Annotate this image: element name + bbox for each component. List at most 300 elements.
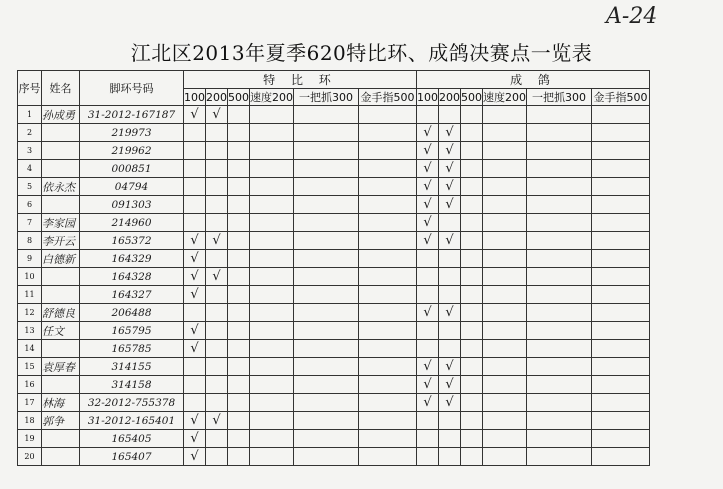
row-name: 林海	[42, 394, 80, 412]
check-cell-special-1	[184, 358, 206, 376]
check-cell-special-2	[206, 340, 228, 358]
check-cell-special-2	[206, 322, 228, 340]
check-cell-adult-5	[527, 124, 592, 142]
row-index: 7	[18, 214, 42, 232]
check-cell-special-6	[359, 196, 417, 214]
check-cell-special-5	[294, 178, 359, 196]
check-cell-special-6	[359, 124, 417, 142]
check-cell-adult-6	[592, 340, 650, 358]
row-name	[42, 430, 80, 448]
check-cell-adult-1	[417, 412, 439, 430]
check-cell-special-4	[250, 196, 294, 214]
header-group-special: 特 比 环	[184, 71, 417, 89]
check-cell-special-2	[206, 358, 228, 376]
subheader-adult-1: 100	[417, 90, 438, 104]
table-row	[18, 376, 650, 394]
check-cell-adult-2: √	[439, 232, 461, 250]
row-index: 9	[18, 250, 42, 268]
row-ring-number: 091303	[80, 196, 184, 214]
check-cell-adult-6	[592, 232, 650, 250]
check-cell-special-6	[359, 214, 417, 232]
subheader-adult-5: 一把抓300	[527, 89, 592, 106]
check-cell-special-5	[294, 268, 359, 286]
check-cell-special-6	[359, 448, 417, 466]
check-cell-adult-6	[592, 250, 650, 268]
check-cell-special-4	[250, 106, 294, 124]
table-row	[18, 430, 650, 448]
row-index: 4	[18, 160, 42, 178]
check-cell-adult-6	[592, 430, 650, 448]
table-row	[18, 358, 650, 376]
check-cell-special-1: √	[184, 430, 206, 448]
check-cell-adult-5	[527, 394, 592, 412]
check-cell-special-5	[294, 142, 359, 160]
check-cell-special-2: √	[206, 412, 228, 430]
check-cell-adult-4	[483, 412, 527, 430]
check-cell-special-5	[294, 340, 359, 358]
row-name	[42, 340, 80, 358]
check-cell-adult-6	[592, 268, 650, 286]
check-cell-adult-3	[461, 160, 483, 178]
check-cell-adult-5	[527, 448, 592, 466]
row-ring-number: 000851	[80, 160, 184, 178]
check-cell-adult-5	[527, 106, 592, 124]
table-row	[18, 322, 650, 340]
check-cell-adult-5	[527, 322, 592, 340]
subheader-adult-3: 500	[461, 90, 482, 104]
row-ring-number: 165795	[80, 322, 184, 340]
check-cell-adult-2	[439, 286, 461, 304]
check-cell-special-3	[228, 394, 250, 412]
table-row	[18, 268, 650, 286]
results-body	[18, 106, 650, 466]
check-cell-special-2	[206, 214, 228, 232]
check-cell-special-5	[294, 394, 359, 412]
header-group-adult: 成 鸽	[417, 71, 650, 89]
check-cell-adult-5	[527, 214, 592, 232]
check-cell-adult-5	[527, 196, 592, 214]
row-name: 舒德良	[42, 304, 80, 322]
row-ring-number: 206488	[80, 304, 184, 322]
check-cell-adult-1: √	[417, 376, 439, 394]
check-cell-adult-4	[483, 430, 527, 448]
row-index: 18	[18, 412, 42, 430]
check-cell-special-1	[184, 178, 206, 196]
table-row	[18, 286, 650, 304]
check-cell-adult-2: √	[439, 358, 461, 376]
check-cell-adult-5	[527, 358, 592, 376]
row-name: 郭争	[42, 412, 80, 430]
row-index: 11	[18, 286, 42, 304]
check-cell-special-1	[184, 196, 206, 214]
check-cell-adult-2	[439, 448, 461, 466]
check-cell-adult-2	[439, 412, 461, 430]
check-cell-special-6	[359, 268, 417, 286]
check-cell-special-2	[206, 394, 228, 412]
check-cell-special-4	[250, 448, 294, 466]
check-cell-special-3	[228, 214, 250, 232]
check-cell-adult-6	[592, 214, 650, 232]
check-cell-special-4	[250, 286, 294, 304]
check-cell-special-2: √	[206, 232, 228, 250]
check-cell-adult-4	[483, 394, 527, 412]
check-cell-adult-3	[461, 142, 483, 160]
row-ring-number: 04794	[80, 178, 184, 196]
check-cell-special-5	[294, 124, 359, 142]
check-cell-special-4	[250, 268, 294, 286]
check-cell-adult-1: √	[417, 394, 439, 412]
check-cell-special-6	[359, 304, 417, 322]
check-cell-adult-1: √	[417, 232, 439, 250]
table-row	[18, 178, 650, 196]
check-cell-adult-6	[592, 196, 650, 214]
check-cell-special-6	[359, 178, 417, 196]
table-row	[18, 160, 650, 178]
check-cell-special-1: √	[184, 232, 206, 250]
row-name: 李开云	[42, 232, 80, 250]
check-cell-adult-2	[439, 430, 461, 448]
check-cell-special-4	[250, 430, 294, 448]
check-cell-adult-4	[483, 286, 527, 304]
check-cell-adult-4	[483, 448, 527, 466]
check-cell-special-4	[250, 304, 294, 322]
check-cell-special-4	[250, 250, 294, 268]
check-cell-adult-4	[483, 376, 527, 394]
row-name	[42, 160, 80, 178]
row-ring-number: 214960	[80, 214, 184, 232]
row-name	[42, 376, 80, 394]
row-ring-number: 32-2012-755378	[80, 394, 184, 412]
check-cell-adult-3	[461, 232, 483, 250]
check-cell-special-2	[206, 160, 228, 178]
check-cell-adult-4	[483, 106, 527, 124]
table-row	[18, 214, 650, 232]
check-cell-special-5	[294, 250, 359, 268]
subheader-special-1: 100	[184, 90, 205, 104]
check-cell-special-1	[184, 160, 206, 178]
check-cell-adult-1: √	[417, 178, 439, 196]
subheader-special-2: 200	[206, 90, 227, 104]
check-cell-adult-4	[483, 124, 527, 142]
row-ring-number: 31-2012-167187	[80, 106, 184, 124]
check-cell-adult-2	[439, 322, 461, 340]
row-name	[42, 268, 80, 286]
check-cell-special-2: √	[206, 268, 228, 286]
check-cell-special-2	[206, 142, 228, 160]
check-cell-adult-5	[527, 376, 592, 394]
check-cell-adult-2	[439, 106, 461, 124]
table-row	[18, 448, 650, 466]
table-row	[18, 124, 650, 142]
check-cell-adult-4	[483, 358, 527, 376]
subheader-special-6: 金手指500	[359, 89, 417, 106]
check-cell-special-3	[228, 124, 250, 142]
check-cell-adult-2: √	[439, 142, 461, 160]
check-cell-special-1	[184, 124, 206, 142]
check-cell-special-4	[250, 376, 294, 394]
check-cell-adult-1: √	[417, 196, 439, 214]
check-cell-special-2	[206, 286, 228, 304]
check-cell-special-5	[294, 214, 359, 232]
check-cell-special-1: √	[184, 250, 206, 268]
row-index: 14	[18, 340, 42, 358]
check-cell-special-6	[359, 250, 417, 268]
check-cell-special-1	[184, 142, 206, 160]
check-cell-special-6	[359, 322, 417, 340]
check-cell-special-1: √	[184, 448, 206, 466]
row-name: 任文	[42, 322, 80, 340]
table-row	[18, 232, 650, 250]
check-cell-adult-3	[461, 304, 483, 322]
check-cell-adult-6	[592, 106, 650, 124]
check-cell-adult-1	[417, 106, 439, 124]
check-cell-special-5	[294, 232, 359, 250]
check-cell-special-4	[250, 142, 294, 160]
check-cell-adult-4	[483, 340, 527, 358]
row-name: 孙成勇	[42, 106, 80, 124]
row-ring-number: 314155	[80, 358, 184, 376]
check-cell-special-2	[206, 250, 228, 268]
row-index: 3	[18, 142, 42, 160]
row-name: 李家园	[42, 214, 80, 232]
row-index: 20	[18, 448, 42, 466]
check-cell-adult-3	[461, 214, 483, 232]
check-cell-adult-2	[439, 250, 461, 268]
check-cell-adult-1: √	[417, 358, 439, 376]
row-name	[42, 286, 80, 304]
check-cell-adult-6	[592, 322, 650, 340]
check-cell-adult-3	[461, 322, 483, 340]
check-cell-adult-2: √	[439, 304, 461, 322]
check-cell-adult-5	[527, 232, 592, 250]
check-cell-adult-6	[592, 358, 650, 376]
check-cell-adult-6	[592, 142, 650, 160]
check-cell-special-4	[250, 340, 294, 358]
check-cell-special-5	[294, 412, 359, 430]
subheader-adult-6: 金手指500	[592, 89, 650, 106]
check-cell-special-5	[294, 286, 359, 304]
check-cell-special-3	[228, 430, 250, 448]
row-index: 13	[18, 322, 42, 340]
check-cell-special-5	[294, 376, 359, 394]
check-cell-special-3	[228, 232, 250, 250]
check-cell-special-1: √	[184, 412, 206, 430]
check-cell-special-2	[206, 376, 228, 394]
check-cell-special-1: √	[184, 106, 206, 124]
row-index: 12	[18, 304, 42, 322]
subheader-adult-4: 速度200	[483, 89, 527, 106]
row-ring-number: 314158	[80, 376, 184, 394]
check-cell-adult-4	[483, 142, 527, 160]
header-index: 序号	[18, 71, 42, 106]
check-cell-special-2	[206, 304, 228, 322]
header-name: 姓名	[42, 71, 80, 106]
check-cell-adult-3	[461, 412, 483, 430]
check-cell-adult-3	[461, 340, 483, 358]
check-cell-adult-3	[461, 124, 483, 142]
check-cell-adult-4	[483, 304, 527, 322]
check-cell-special-6	[359, 142, 417, 160]
check-cell-adult-6	[592, 178, 650, 196]
check-cell-adult-4	[483, 214, 527, 232]
check-cell-special-3	[228, 412, 250, 430]
check-cell-special-3	[228, 376, 250, 394]
check-cell-adult-2: √	[439, 178, 461, 196]
check-cell-special-1	[184, 304, 206, 322]
check-cell-adult-3	[461, 106, 483, 124]
page-title: 江北区2013年夏季620特比环、成鸽决赛点一览表	[130, 41, 593, 65]
row-ring-number: 31-2012-165401	[80, 412, 184, 430]
header-ring: 脚环号码	[80, 71, 184, 106]
corner-tag: A-24	[606, 4, 658, 29]
check-cell-adult-5	[527, 178, 592, 196]
check-cell-adult-4	[483, 268, 527, 286]
check-cell-adult-2: √	[439, 124, 461, 142]
table-row	[18, 340, 650, 358]
check-cell-special-4	[250, 394, 294, 412]
table-row	[18, 412, 650, 430]
check-cell-adult-5	[527, 142, 592, 160]
subheader-special-4: 速度200	[250, 89, 294, 106]
check-cell-special-1: √	[184, 322, 206, 340]
check-cell-adult-5	[527, 304, 592, 322]
check-cell-adult-1: √	[417, 142, 439, 160]
check-cell-special-4	[250, 358, 294, 376]
row-ring-number: 164329	[80, 250, 184, 268]
check-cell-adult-5	[527, 340, 592, 358]
check-cell-adult-3	[461, 358, 483, 376]
row-index: 6	[18, 196, 42, 214]
row-index: 5	[18, 178, 42, 196]
check-cell-adult-1	[417, 430, 439, 448]
row-ring-number: 165785	[80, 340, 184, 358]
check-cell-special-1: √	[184, 286, 206, 304]
check-cell-adult-6	[592, 286, 650, 304]
check-cell-adult-1: √	[417, 304, 439, 322]
check-cell-adult-2: √	[439, 376, 461, 394]
results-table	[17, 70, 650, 466]
check-cell-adult-5	[527, 412, 592, 430]
check-cell-special-1: √	[184, 268, 206, 286]
check-cell-special-6	[359, 376, 417, 394]
check-cell-special-4	[250, 160, 294, 178]
row-ring-number: 165372	[80, 232, 184, 250]
check-cell-adult-4	[483, 232, 527, 250]
check-cell-adult-4	[483, 178, 527, 196]
subheader-special-3: 500	[228, 90, 249, 104]
table-row	[18, 304, 650, 322]
subheader-special-5: 一把抓300	[294, 89, 359, 106]
check-cell-special-3	[228, 106, 250, 124]
check-cell-special-5	[294, 304, 359, 322]
check-cell-adult-1	[417, 268, 439, 286]
row-index: 19	[18, 430, 42, 448]
check-cell-adult-1: √	[417, 124, 439, 142]
check-cell-special-3	[228, 160, 250, 178]
check-cell-special-6	[359, 160, 417, 178]
table-row	[18, 106, 650, 124]
row-name: 袁厚春	[42, 358, 80, 376]
check-cell-special-5	[294, 322, 359, 340]
row-index: 17	[18, 394, 42, 412]
check-cell-adult-3	[461, 268, 483, 286]
table-row	[18, 394, 650, 412]
row-name	[42, 196, 80, 214]
check-cell-special-6	[359, 232, 417, 250]
row-ring-number: 164327	[80, 286, 184, 304]
check-cell-special-4	[250, 412, 294, 430]
check-cell-special-4	[250, 214, 294, 232]
check-cell-adult-6	[592, 394, 650, 412]
check-cell-special-3	[228, 250, 250, 268]
check-cell-special-5	[294, 358, 359, 376]
check-cell-special-4	[250, 124, 294, 142]
row-index: 2	[18, 124, 42, 142]
row-index: 16	[18, 376, 42, 394]
check-cell-special-6	[359, 412, 417, 430]
check-cell-special-3	[228, 340, 250, 358]
check-cell-adult-5	[527, 430, 592, 448]
check-cell-special-3	[228, 358, 250, 376]
check-cell-special-5	[294, 448, 359, 466]
check-cell-adult-4	[483, 250, 527, 268]
check-cell-adult-3	[461, 394, 483, 412]
row-name	[42, 124, 80, 142]
table-row	[18, 196, 650, 214]
check-cell-adult-4	[483, 322, 527, 340]
row-ring-number: 164328	[80, 268, 184, 286]
check-cell-special-1: √	[184, 340, 206, 358]
row-ring-number: 219962	[80, 142, 184, 160]
check-cell-special-5	[294, 160, 359, 178]
check-cell-adult-5	[527, 268, 592, 286]
check-cell-special-2	[206, 448, 228, 466]
row-name: 白德新	[42, 250, 80, 268]
check-cell-adult-2: √	[439, 196, 461, 214]
check-cell-adult-3	[461, 430, 483, 448]
check-cell-special-4	[250, 322, 294, 340]
check-cell-special-3	[228, 196, 250, 214]
check-cell-adult-2: √	[439, 160, 461, 178]
check-cell-adult-6	[592, 376, 650, 394]
check-cell-special-5	[294, 196, 359, 214]
row-ring-number: 165407	[80, 448, 184, 466]
check-cell-special-6	[359, 358, 417, 376]
check-cell-adult-3	[461, 178, 483, 196]
check-cell-adult-2	[439, 340, 461, 358]
check-cell-special-6	[359, 340, 417, 358]
check-cell-adult-5	[527, 286, 592, 304]
check-cell-special-5	[294, 106, 359, 124]
check-cell-adult-6	[592, 304, 650, 322]
check-cell-special-1	[184, 214, 206, 232]
check-cell-adult-2	[439, 268, 461, 286]
row-name: 依永杰	[42, 178, 80, 196]
check-cell-special-2	[206, 124, 228, 142]
row-index: 1	[18, 106, 42, 124]
check-cell-special-2	[206, 430, 228, 448]
check-cell-adult-1	[417, 286, 439, 304]
check-cell-adult-1	[417, 250, 439, 268]
check-cell-special-3	[228, 322, 250, 340]
check-cell-special-3	[228, 178, 250, 196]
row-index: 8	[18, 232, 42, 250]
check-cell-adult-6	[592, 448, 650, 466]
check-cell-adult-4	[483, 160, 527, 178]
table-row	[18, 250, 650, 268]
check-cell-special-2: √	[206, 106, 228, 124]
check-cell-special-6	[359, 430, 417, 448]
